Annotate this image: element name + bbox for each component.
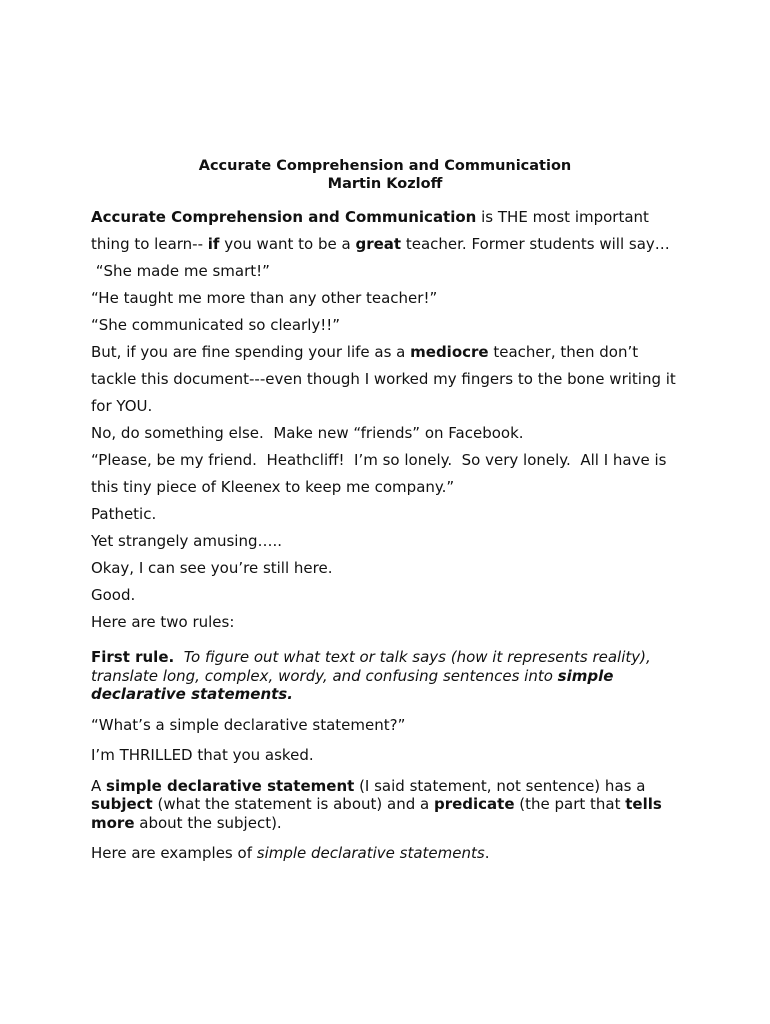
still-here-line: Okay, I can see you’re still here.: [91, 559, 333, 577]
facebook-line: No, do something else. Make new “friends” on Facebook.: [91, 424, 524, 442]
definition-bold-1: simple declarative statement: [106, 776, 355, 795]
mediocre-paragraph: [91, 339, 686, 420]
definition-bold-3: predicate: [433, 795, 515, 813]
intro-text-3: teacher. Former students will say…: [401, 235, 670, 253]
examples-end: .: [484, 844, 490, 862]
first-rule-label: First rule.: [91, 648, 175, 666]
please-paragraph: “Please, be my friend. Heathcliff! I’m so lonely. So very lonely. All I have is this tiny piece of Kleenex to keep me company.”: [91, 451, 672, 496]
intro-bold-lead: Accurate Comprehension and Communication: [91, 208, 477, 226]
examples-line: [91, 844, 686, 863]
mediocre-text-2: teacher, then don’t tackle this document---even though I worked my fingers to the bone writing it for YOU.: [91, 343, 676, 415]
pathetic-line: Pathetic.: [91, 505, 157, 523]
definition-bold-2: subject: [91, 795, 153, 813]
first-rule-italic: To figure out what text or talk says (how it represents reality), translate long, complex, wordy, and confusing sentences into: [91, 648, 656, 685]
document-header: [0, 157, 770, 193]
first-rule-bold-italic: simple declarative statements.: [91, 666, 614, 703]
question-line: “What’s a simple declarative statement?”: [91, 715, 406, 734]
intro-text-2: you want to be a: [219, 235, 356, 253]
definition-text-4: (the part that: [514, 795, 626, 813]
definition-paragraph: [91, 777, 686, 833]
definition-text-5: about the subject).: [134, 813, 282, 832]
document-body: [91, 204, 686, 863]
examples-italic: simple declarative statements: [256, 844, 485, 862]
quote-communicated: “She communicated so clearly!!”: [91, 316, 341, 334]
definition-bold-4: tells more: [91, 795, 662, 832]
examples-text: Here are examples of: [91, 844, 257, 862]
definition-text-3: (what the statement is about) and a: [152, 795, 434, 813]
quote-taught: “He taught me more than any other teacher!”: [91, 289, 438, 307]
thrilled-line: I’m THRILLED that you asked.: [91, 746, 314, 764]
intro-paragraph: [91, 204, 686, 258]
document-title: Accurate Comprehension and Communication: [198, 158, 572, 174]
definition-text-2: (I said statement, not sentence) has a: [354, 776, 646, 795]
intro-text-1: is THE most important thing to learn--: [91, 208, 649, 253]
first-rule-paragraph: [91, 648, 686, 704]
document-author: Martin Kozloff: [327, 176, 443, 192]
intro-bold-great: great: [355, 235, 402, 253]
quote-smart: “She made me smart!”: [91, 262, 270, 280]
intro-bold-if: if: [207, 235, 220, 253]
two-rules-line: Here are two rules:: [91, 613, 235, 631]
definition-text-1: A: [91, 776, 107, 795]
good-line: Good.: [91, 586, 136, 604]
amusing-line: Yet strangely amusing…..: [91, 532, 283, 550]
mediocre-text-1: But, if you are fine spending your life as a: [91, 343, 411, 361]
mediocre-bold: mediocre: [410, 343, 489, 361]
